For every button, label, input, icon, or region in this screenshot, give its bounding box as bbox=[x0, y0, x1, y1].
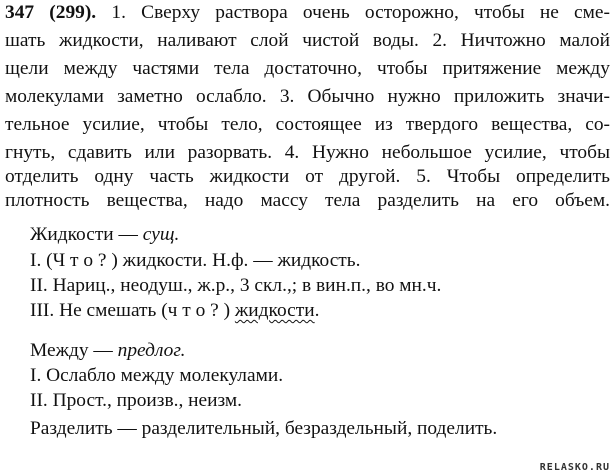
exercise-text: 1. Сверху раствора очень осторожно, чтобы не сме- bbox=[111, 2, 610, 23]
analysis-1-line-3-text: III. Не смешать (ч т о ? ) bbox=[30, 300, 235, 321]
analysis-1-word: Жидкости — bbox=[30, 224, 143, 245]
analysis-2-heading bbox=[30, 340, 610, 362]
analysis-1-heading bbox=[30, 224, 610, 246]
exercise-line-6: гнуть, сдавить или разорвать. 4. Нужно небольшое усилие, чтобы bbox=[5, 142, 610, 163]
analysis-2-line-2: II. Прост., произв., неизм. bbox=[30, 390, 243, 411]
exercise-line-4: молекулами заметно ослабло. 3. Обычно нужно приложить значи- bbox=[5, 86, 610, 107]
analysis-2-line-1: I. Ослаблo между молекулами. bbox=[30, 365, 284, 386]
watermark: RELASKO.RU bbox=[539, 462, 610, 473]
exercise-line-7: отделить одну часть жидкости от другой. 5. Чтобы определить bbox=[5, 166, 610, 187]
exercise-line-3: щели между частями тела достаточно, чтобы притяжение между bbox=[5, 58, 610, 79]
analysis-1-pos: сущ. bbox=[142, 224, 180, 245]
analysis-1-line-3-end: . bbox=[314, 300, 320, 321]
analysis-2-word: Между — bbox=[30, 340, 118, 361]
exercise-line-5: тельное усилие, чтобы тело, состоящее из твердого вещества, со- bbox=[5, 114, 610, 135]
exercise-line-2: шать жидкости, наливают слой чистой воды. 2. Ничтожно малой bbox=[5, 30, 610, 51]
underlined-word: жидкости bbox=[234, 300, 315, 321]
exercise-number: 347 (299). bbox=[5, 2, 97, 23]
analysis-2-pos: предлог. bbox=[117, 340, 186, 361]
analysis-1-line-3 bbox=[30, 300, 610, 322]
exercise-line-8: плотность вещества, надо массу тела разделить на его объем. bbox=[5, 190, 610, 211]
final-line: Разделить — разделительный, безраздельный, поделить. bbox=[30, 418, 498, 439]
exercise-line-1 bbox=[5, 2, 610, 24]
analysis-1-line-1: I. (Ч т о ? ) жидкости. Н.ф. — жидкость. bbox=[30, 250, 361, 271]
analysis-1-line-2: II. Нариц., неодуш., ж.р., 3 скл.,; в вин.п., во мн.ч. bbox=[30, 275, 442, 296]
